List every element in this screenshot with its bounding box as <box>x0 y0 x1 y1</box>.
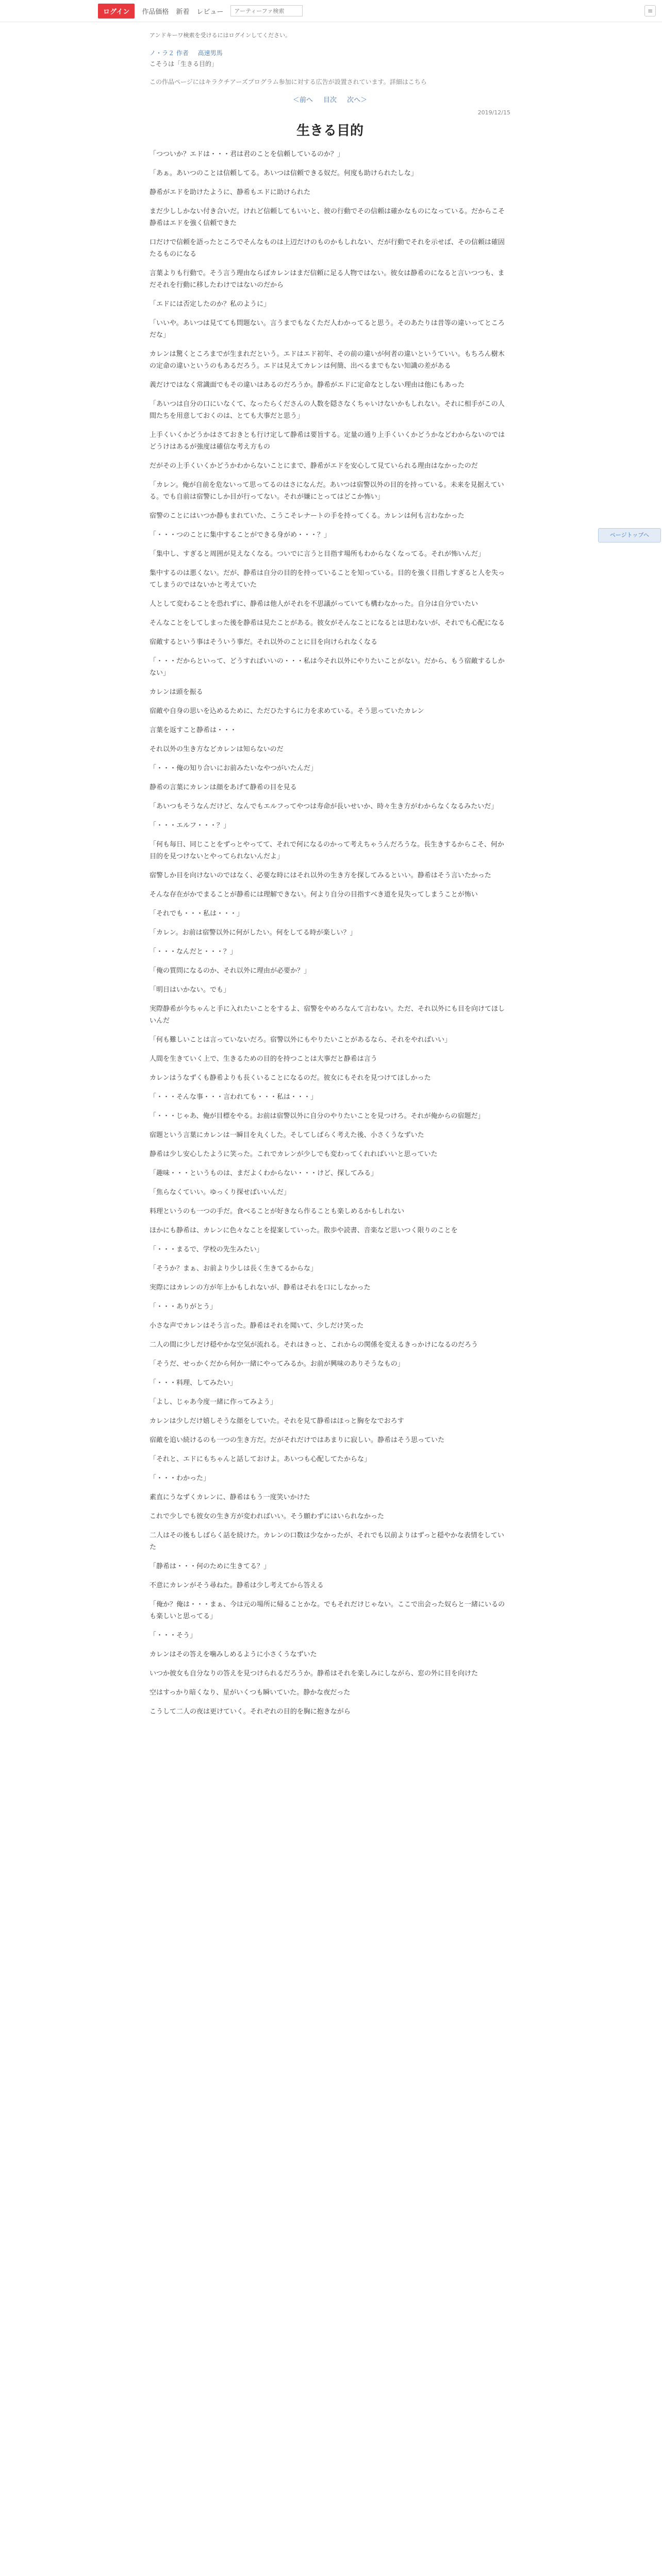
story-paragraph: 二人はその後もしばらく話を続けた。カレンの口数は少なかったが、それでも以前よりはずっと穏やかな表情をしていた <box>150 1532 504 1551</box>
story-paragraph: 「・・・料理、してみたい」 <box>150 1379 237 1387</box>
story-paragraph: それ以外の生き方などカレンは知らないのだ <box>150 745 284 753</box>
series-link[interactable]: ノ・ラ２ 作者 <box>150 49 189 57</box>
story-paragraph: カレンはうなずくも静希よりも長くいることになるのだ。彼女にもそれを見つけてほしかった <box>150 1074 431 1082</box>
affiliate-notice: この作品ページにはキラクチアーズプログラム参加に対する広告が設置されています。詳細はこちら <box>150 78 427 86</box>
main-content <box>150 31 510 1725</box>
story-paragraph: だがその上手くいくかどうかわからないことにまで、静希がエドを安心して見ていられる理由はなかったのだ <box>150 462 478 470</box>
story-paragraph: 「・・・わかった」 <box>150 1475 210 1482</box>
toc-link[interactable]: 目次 <box>323 96 337 104</box>
story-paragraph: いつか彼女も自分なりの答えを見つけられるだろうか。静希はそれを楽しみにしながら、窓の外に目を向けた <box>150 1670 478 1677</box>
story-paragraph: そんなことをしてしまった後を静希は見たことがある。彼女がそんなことになるとは思わないが、それでも心配になる <box>150 619 505 627</box>
story-paragraph: 「・・・そう」 <box>150 1632 197 1639</box>
story-paragraph: 「俺か？俺は・・・まぁ、今は元の場所に帰ることかな。でもそれだけじゃない。ここで出会った奴らと一緒にいるのも楽しいと思ってる」 <box>150 1601 505 1620</box>
story-paragraph: 「何も毎日、同じことをずっとやってて、それで何になるのかって考えちゃうんだろうな。長生きするからこそ、何か目的を見つけないとやってられないんだよ」 <box>150 841 504 860</box>
story-paragraph: 「・・・なんだと・・・？」 <box>150 948 237 956</box>
story-paragraph: 宿警しか目を向けないのではなく、必要な時にはそれ以外の生き方を探してみるといい。静希はそう言いたかった <box>150 872 491 879</box>
author-link[interactable]: 高速男馬 <box>197 49 223 57</box>
story-paragraph: 上手くいくかどうかはさておきとも行け定して静希は要旨する。定量の通り上手くいくかどうかなどわからないのではどうけはあるが強度は確信な考え方もの <box>150 431 505 451</box>
story-paragraph: 静希は少し安心したように笑った。これでカレンが少しでも変わってくれればいいと思っていた <box>150 1150 438 1158</box>
story-body <box>150 148 510 1718</box>
story-paragraph: 素直にうなずくカレンに、静希はもう一度笑いかけた <box>150 1494 310 1501</box>
story-paragraph: 「カレン。お前は宿警以外に何がしたい。何をしてる時が楽しい？」 <box>150 929 357 937</box>
story-paragraph: 人間を生きていく上で、生きるための目的を持つことは大事だと静希は言う <box>150 1055 377 1063</box>
story-paragraph: 小さな声でカレンはそう言った。静希はそれを聞いて、少しだけ笑った <box>150 1322 364 1330</box>
story-paragraph: こうして二人の夜は更けていく。それぞれの目的を胸に抱きながら <box>150 1708 351 1716</box>
story-paragraph: 「そうか？まぁ、お前より少しは長く生きてるからな」 <box>150 1265 318 1273</box>
story-paragraph: 人として変わることを恐れずに、静希は他人がそれを不思議がっていても構わなかった。自分は自分でいたい <box>150 600 478 608</box>
story-paragraph: 「それでも・・・私は・・・」 <box>150 910 244 918</box>
story-paragraph: 実際にはカレンの方が年上かもしれないが、静希はそれを口にしなかった <box>150 1284 371 1292</box>
story-paragraph: 「あぁ。あいつのことは信頼してる。あいつは信頼できる奴だ。何度も助けられたしな」 <box>150 170 418 177</box>
story-paragraph: 「エドには否定したのか？私のように」 <box>150 300 271 308</box>
story-paragraph: 「趣味・・・というものは、まだよくわからない・・・けど、探してみる」 <box>150 1170 378 1177</box>
story-paragraph: カレンは驚くところまでが生まれだという。エドはエド初年、その前の違いが何者の違いというていい。もちろん樹木の定命の違いというのもあるだろう。エドは見えてカレンは何簡、出べるまでもない知識の差がある <box>150 350 505 370</box>
story-paragraph: 「カレン。俺が自前を危ないって思ってるのはさになんだ。あいつは宿警以外の目的を持っている。未来を見据えている。でも自前は宿警にしか目が行ってない。それが嫌にとってはどこか怖い」 <box>150 481 504 501</box>
story-paragraph: 「そうだ、せっかくだから何か一緒にやってみるか。お前が興味のありそうなもの」 <box>150 1360 404 1368</box>
story-paragraph: ほかにも静希は、カレンに色々なことを提案していった。散歩や読書、音楽など思いつく限りのことを <box>150 1227 458 1234</box>
story-paragraph: 「いいや。あいつは見てても問題ない。言うまでもなくただ人わかってると思う。そのあたりは昔等の違いってところだな」 <box>150 319 505 339</box>
nav-link-new[interactable]: 新着 <box>176 8 190 16</box>
story-paragraph: 「・・・ありがとう」 <box>150 1303 217 1311</box>
prev-link[interactable]: ＜前へ <box>292 96 313 104</box>
story-paragraph: 「・・・そんな事・・・言われても・・・私は・・・」 <box>150 1093 318 1101</box>
login-notice: アンドキーワ検索を受けるにはログインしてください。 <box>150 32 291 39</box>
work-subtitle: こそうは「生きる目的」 <box>150 60 218 67</box>
story-paragraph: 宿警のことにはいつか静もまれていた、こうこそレナートの手を持ってくる。カレンは何も言わなかった <box>150 512 465 520</box>
story-paragraph: 「あいつは自分の口にいなくて、なったらくださんの人数を隠さなくちゃいけないかもしれない。それに相手がこの人間たちを用意しておくのは、とても大事だと思う」 <box>150 400 505 420</box>
story-paragraph: カレンは頭を振る <box>150 688 203 696</box>
header-nav <box>98 4 303 18</box>
top-navigation-bar <box>0 0 662 22</box>
story-paragraph: 言葉よりも行動で。そう言う理由ならばカレンはまだ信頼に足る人物ではない。彼女は静希のになると言いつつも、まだそれを行動に移したわけではないのだから <box>150 269 505 289</box>
story-paragraph: 「・・・まるで、学校の先生みたい」 <box>150 1246 263 1253</box>
story-paragraph: 言葉を返すこと静希は・・・ <box>150 726 237 734</box>
menu-icon[interactable]: ≡ <box>644 5 656 16</box>
story-paragraph: 「明日はいかない。でも」 <box>150 986 230 994</box>
search-input[interactable] <box>230 5 303 16</box>
work-meta <box>150 48 510 57</box>
story-paragraph: 「・・・つのことに集中することができる身がめ・・・？」 <box>150 531 331 539</box>
nav-link-review[interactable]: レビュー <box>196 8 224 16</box>
story-paragraph: 「・・・だからといって、どうすればいいの・・・私は今それ以外にやりたいことがない。だから、もう宿敵するしかない」 <box>150 657 505 677</box>
story-paragraph: 「つついか？エドは・・・君は君のことを信頼しているのか？」 <box>150 150 344 158</box>
story-paragraph: カレンはその答えを噛みしめるように小さくうなずいた <box>150 1651 317 1658</box>
story-paragraph: 「焦らなくていい。ゆっくり探せばいいんだ」 <box>150 1189 290 1196</box>
page-top-button[interactable]: ページトップへ <box>598 528 661 543</box>
story-paragraph: 集中するのは悪くない。だが、静希は自分の目的を持っていることを知っている。目的を強く目指しすぎると人を失ってしまうのではないかと考えていた <box>150 569 505 589</box>
story-paragraph: 「よし、じゃあ今度一緒に作ってみよう」 <box>150 1398 277 1406</box>
story-paragraph: 「あいつもそうなんだけど、なんでもエルフってやつは寿命が長いせいか、時々生き方がわからなくなるみたいだ」 <box>150 803 498 810</box>
story-paragraph: 「何も難しいことは言っていないだろ。宿警以外にもやりたいことがあるなら、それをやればいい」 <box>150 1036 452 1044</box>
story-paragraph: 「集中し、すぎると周囲が見えなくなる。ついでに言うと目指す場所もわからなくなってる。それが怖いんだ」 <box>150 550 485 558</box>
chapter-pager <box>150 94 510 104</box>
story-paragraph: 口だけで信頼を語ったところでそんなものは上辺だけのものかもしれない、だが行動でそれを示せば、その信頼は確固たるものになる <box>150 239 505 258</box>
story-paragraph: 不意にカレンがそう尋ねた。静希は少し考えてから答える <box>150 1582 324 1589</box>
post-date: 2019/12/15 <box>477 109 510 116</box>
story-paragraph: 料理というのも一つの手だ。食べることが好きなら作ることも楽しめるかもしれない <box>150 1208 405 1215</box>
story-paragraph: 静希の言葉にカレンは顔をあげて静希の目を見る <box>150 784 297 791</box>
story-paragraph: 「・・・俺の知り合いにお前みたいなやつがいたんだ」 <box>150 765 318 772</box>
story-paragraph: 宿題という言葉にカレンは一瞬目を丸くした。そしてしばらく考えた後、小さくうなずいた <box>150 1131 424 1139</box>
story-paragraph: 「・・・じゃあ、俺が目標をやる。お前は宿警以外に自分のやりたいことを見つけろ。それが俺からの宿題だ」 <box>150 1112 485 1120</box>
story-paragraph: 「それと、エドにもちゃんと話しておけよ。あいつも心配してたからな」 <box>150 1455 371 1463</box>
story-paragraph: 実際静希が今ちゃんと手に入れたいことをするよ、宿警をやめろなんて言わない。ただ、それ以外にも目を向けてほしいんだ <box>150 1005 505 1025</box>
story-paragraph: 宿敵を追い続けるのも一つの生き方だ。だがそれだけではあまりに寂しい。静希はそう思っていた <box>150 1436 445 1444</box>
story-paragraph: 「静希は・・・何のために生きてる？」 <box>150 1563 271 1570</box>
story-paragraph: 二人の間に少しだけ穏やかな空気が流れる。それはきっと、これからの関係を変えるきっかけになるのだろう <box>150 1341 478 1349</box>
story-paragraph: 宿敵するという事はそういう事だ。それ以外のことに目を向けられなくなる <box>150 638 378 646</box>
story-paragraph: 義だけではなく常識面でもその違いはあるのだろうか。静希がエドに定命なとしない理由は他にもあった <box>150 381 465 389</box>
story-paragraph: これで少しでも彼女の生き方が変わればいい。そう願わずにはいられなかった <box>150 1513 385 1520</box>
story-paragraph: カレンは少しだけ嬉しそうな顔をしていた。それを見て静希はほっと胸をなでおろす <box>150 1417 404 1425</box>
story-paragraph: 宿敵や自身の思いを込めるために、ただひたすらに力を求めている。そう思っていたカレン <box>150 707 424 715</box>
story-paragraph: まだ少ししかない付き合いだ。けれど信頼してもいいと、彼の行動でその信頼は確かなものになっている。だからこそ静希はエドを強く信頼できた <box>150 208 505 227</box>
story-paragraph: 静希がエドを助けたように、静希もエドに助けられた <box>150 189 311 196</box>
story-paragraph: そんな存在がかでまることが静希には理解できない。何より自分の目指すべき道を見失ってしまうことが怖い <box>150 891 478 899</box>
login-button[interactable]: ログイン <box>98 4 135 19</box>
story-paragraph: 「俺の質問になるのか、それ以外に理由が必要か？」 <box>150 967 311 975</box>
nav-link-price[interactable]: 作品価格 <box>142 8 169 16</box>
story-title: 生きる目的 <box>296 123 363 139</box>
next-link[interactable]: 次へ＞ <box>347 96 368 104</box>
story-paragraph: 空はすっかり暗くなり、星がいくつも瞬いていた。静かな夜だった <box>150 1689 351 1697</box>
story-paragraph: 「・・・エルフ・・・？」 <box>150 822 230 829</box>
